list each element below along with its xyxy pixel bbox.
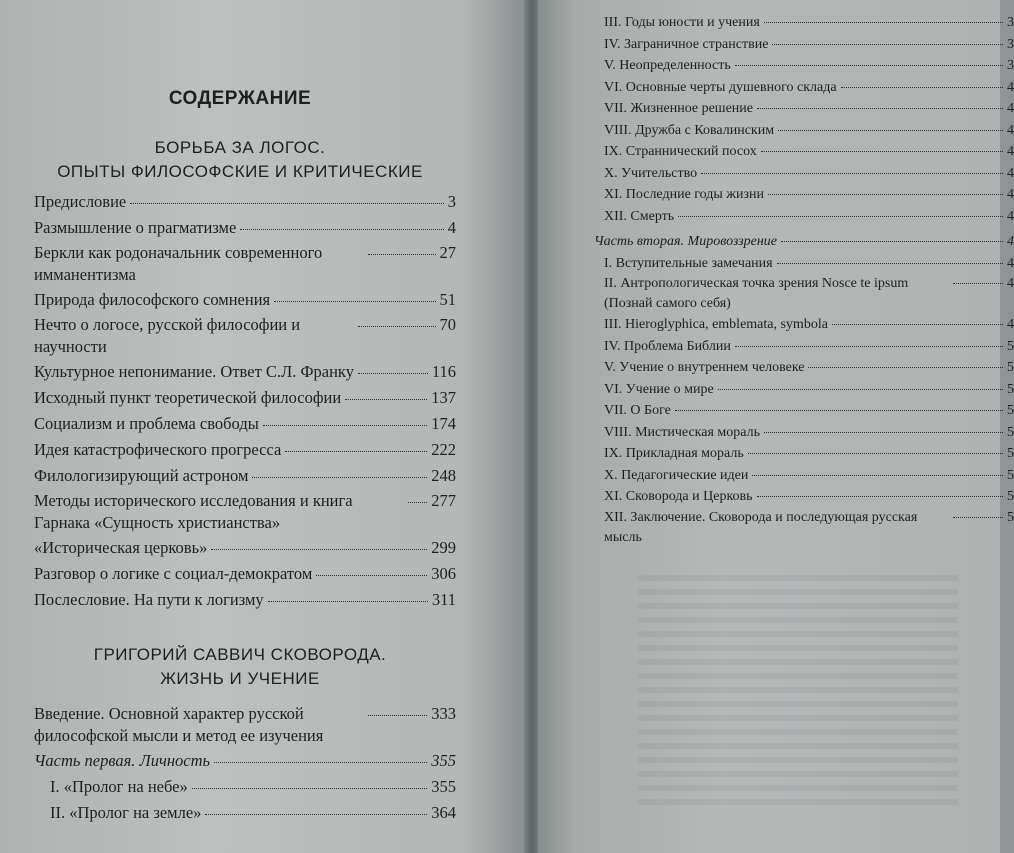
- leader-dots: [757, 108, 1003, 109]
- section-title-skovoroda: [0, 643, 480, 691]
- toc-entry-title: XI. Последние годы жизни: [604, 187, 764, 202]
- toc-entry-page: 5: [1007, 424, 1014, 440]
- toc-entry-title: VII. О Боге: [604, 403, 671, 418]
- toc-entry-title: I. Вступительные замечания: [604, 255, 773, 271]
- toc-entry[interactable]: [594, 465, 1014, 487]
- toc-entry-title: Часть первая. Личность: [34, 751, 211, 770]
- toc-entry-title: III. Hieroglyphica, emblemata, symbola: [604, 317, 828, 332]
- section-title-struggle-for-logos: [0, 136, 480, 184]
- toc-entry[interactable]: [594, 443, 1014, 465]
- toc-entry[interactable]: [594, 184, 1014, 206]
- leader-dots: [718, 389, 1003, 390]
- toc-part-header[interactable]: [594, 231, 1014, 253]
- toc-entry-title: VI. Основные черты душевного склада: [604, 79, 837, 95]
- toc-entry[interactable]: [34, 314, 456, 358]
- toc-entry[interactable]: [34, 801, 456, 825]
- toc-entry-page: 311: [431, 590, 456, 609]
- toc-entry-title: II. «Пролог на земле»: [50, 803, 202, 822]
- toc-entry[interactable]: [594, 163, 1014, 185]
- toc-entry-page: 5: [1007, 360, 1014, 375]
- toc-entry[interactable]: [34, 588, 456, 612]
- toc-entry[interactable]: [594, 55, 1014, 77]
- section-title-line: БОРЬБА ЗА ЛОГОС.: [154, 138, 326, 157]
- leader-dots: [832, 324, 1003, 325]
- toc-entry-title: XII. Заключение. Сковорода и последующая русская мысль: [604, 509, 918, 545]
- leader-dots: [752, 475, 1003, 476]
- toc-entry[interactable]: [34, 775, 456, 799]
- leader-dots: [358, 373, 428, 374]
- leader-dots: [368, 715, 427, 716]
- toc-entry-page: 4: [1007, 317, 1014, 332]
- leader-dots: [678, 216, 1003, 217]
- leader-dots: [252, 477, 427, 478]
- leader-dots: [211, 549, 427, 550]
- toc-entry-title: Филологизирующий астроном: [34, 466, 249, 485]
- toc-entry-title: «Историческая церковь»: [34, 538, 208, 557]
- leader-dots: [761, 151, 1003, 152]
- leader-dots: [778, 130, 1003, 131]
- toc-entry[interactable]: [594, 508, 1014, 548]
- toc-entry[interactable]: [594, 357, 1014, 379]
- toc-entry[interactable]: [594, 141, 1014, 163]
- toc-entry[interactable]: [34, 288, 456, 312]
- toc-entry-page: 355: [431, 777, 456, 796]
- toc-entry-title: VIII. Дружба с Ковалинским: [604, 122, 775, 138]
- leader-dots: [841, 87, 1003, 88]
- leader-dots: [274, 301, 435, 302]
- toc-entry-page: 364: [431, 803, 456, 822]
- toc-entry-title: Предисловие: [34, 192, 127, 211]
- toc-entry[interactable]: [34, 703, 456, 747]
- toc-entry-title: X. Педагогические идеи: [604, 467, 749, 483]
- toc-entry-page: 3: [447, 192, 456, 211]
- toc-entry-title: V. Неопределенность: [604, 58, 731, 73]
- toc-entry-page: 4: [1007, 208, 1014, 224]
- leader-dots: [358, 326, 436, 327]
- toc-entry-title: Исходный пункт теоретической философии: [34, 388, 342, 407]
- toc-entry-page: 222: [431, 440, 456, 459]
- toc-entry-title: IV. Заграничное странствие: [604, 36, 769, 52]
- toc-entry-title: Введение. Основной характер русской философской мысли и метод ее изучения: [34, 704, 324, 745]
- toc-entry[interactable]: [34, 464, 456, 488]
- toc-entry-page: 4: [447, 218, 456, 237]
- toc-entry[interactable]: [594, 77, 1014, 99]
- toc-entry-title: Природа философского сомнения: [34, 290, 271, 309]
- toc-entry[interactable]: [34, 438, 456, 462]
- leader-dots: [808, 367, 1003, 368]
- toc-entry-title: VIII. Мистическая мораль: [604, 424, 760, 440]
- toc-entry-title: Часть вторая. Мировоззрение: [594, 234, 778, 249]
- leader-dots: [130, 203, 444, 204]
- toc-entry-page: 4: [1007, 276, 1014, 291]
- leader-dots: [781, 241, 1003, 242]
- toc-entry-page: 3: [1007, 36, 1014, 52]
- right-page: [538, 0, 1014, 853]
- toc-entry-page: 3: [1007, 58, 1014, 73]
- leader-dots: [764, 22, 1003, 23]
- toc-entry-page: 5: [1007, 403, 1014, 418]
- toc-entry-page: 4: [1007, 234, 1014, 249]
- toc-entry-title: Социализм и проблема свободы: [34, 414, 259, 433]
- leader-dots: [285, 451, 427, 452]
- leader-dots: [701, 173, 1003, 174]
- toc-entry-page: 5: [1007, 381, 1014, 397]
- leader-dots: [748, 453, 1003, 454]
- toc-entry-title: Разговор о логике с социал-демократом: [34, 564, 313, 583]
- toc-entry[interactable]: [594, 98, 1014, 120]
- toc-entry-page: 333: [431, 704, 456, 723]
- toc-entry-title: VII. Жизненное решение: [604, 101, 753, 116]
- toc-entry-page: 277: [431, 491, 456, 510]
- toc-entry-page: 51: [439, 290, 456, 309]
- toc-entry-page: 4: [1007, 101, 1014, 116]
- toc-entry-page: 4: [1007, 79, 1014, 95]
- toc-entry[interactable]: [594, 120, 1014, 142]
- toc-entry[interactable]: [34, 562, 456, 586]
- leader-dots: [772, 44, 1003, 45]
- leader-dots: [735, 346, 1003, 347]
- toc-entry-page: 306: [431, 564, 456, 583]
- toc-entry-page: 5: [1007, 467, 1014, 483]
- toc-entry-title: I. «Пролог на небе»: [50, 777, 188, 796]
- toc-entry-page: 116: [431, 362, 456, 381]
- toc-entry-title: Идея катастрофического прогресса: [34, 440, 282, 459]
- toc-entry-page: 299: [431, 538, 456, 557]
- leader-dots: [205, 814, 427, 815]
- leader-dots: [316, 575, 427, 576]
- toc-entry-title: Нечто о логосе, русской философии и научности: [34, 315, 301, 356]
- toc-entry-title: III. Годы юности и учения: [604, 15, 760, 30]
- toc-entry-title: Методы исторического исследования и книга Гарнака «Сущность христианства»: [34, 491, 353, 532]
- toc-entry-title: IV. Проблема Библии: [604, 338, 731, 354]
- toc-entry-title: IX. Прикладная мораль: [604, 446, 744, 461]
- leader-dots: [345, 399, 427, 400]
- toc-entry[interactable]: [594, 314, 1014, 336]
- toc-entry-title: II. Антропологическая точка зрения Nosce te ipsum (Познай самого себя): [604, 276, 909, 311]
- toc-entry[interactable]: [34, 190, 456, 214]
- leader-dots: [764, 432, 1003, 433]
- toc-entry-page: 248: [431, 466, 456, 485]
- toc-part2-list: [34, 703, 456, 827]
- toc-entry-page: 5: [1007, 338, 1014, 354]
- toc-entry-title: Беркли как родоначальник современного имманентизма: [34, 243, 323, 284]
- leader-dots: [263, 425, 427, 426]
- leader-dots: [268, 601, 428, 602]
- toc-entry-page: 27: [439, 243, 456, 262]
- toc-entry[interactable]: [594, 206, 1014, 228]
- toc-entry[interactable]: [594, 422, 1014, 444]
- leader-dots: [768, 194, 1003, 195]
- toc-part1-list: [34, 190, 456, 614]
- toc-entry-page: 4: [1007, 255, 1014, 271]
- section-title-line: ОПЫТЫ ФИЛОСОФСКИЕ И КРИТИЧЕСКИЕ: [57, 162, 423, 181]
- leader-dots: [757, 496, 1003, 497]
- toc-entry-title: Послесловие. На пути к логизму: [34, 590, 264, 609]
- toc-entry-page: 5: [1007, 489, 1014, 504]
- toc-entry-page: 70: [439, 315, 456, 334]
- toc-entry[interactable]: [594, 12, 1014, 34]
- toc-entry[interactable]: [34, 490, 456, 534]
- toc-entry-title: XI. Сковорода и Церковь: [604, 489, 753, 504]
- toc-entry-page: 137: [431, 388, 456, 407]
- toc-entry-title: V. Учение о внутреннем человеке: [604, 360, 805, 375]
- toc-entry-page: 4: [1007, 144, 1014, 159]
- toc-entry-title: Культурное непонимание. Ответ С.Л. Франку: [34, 362, 354, 381]
- toc-entry[interactable]: [34, 386, 456, 410]
- leader-dots: [735, 65, 1003, 66]
- toc-entry[interactable]: [594, 253, 1014, 275]
- toc-entry[interactable]: [594, 274, 1014, 314]
- toc-entry-page: 4: [1007, 187, 1014, 202]
- toc-entry[interactable]: [34, 360, 456, 384]
- toc-entry[interactable]: [34, 412, 456, 436]
- toc-entry[interactable]: [34, 536, 456, 560]
- show-through-print: [638, 575, 958, 805]
- toc-entry-title: XII. Смерть: [604, 208, 675, 224]
- leader-dots: [675, 410, 1003, 411]
- toc-entry-page: 4: [1007, 122, 1014, 138]
- toc-entry-title: Размышление о прагматизме: [34, 218, 237, 237]
- toc-entry[interactable]: [594, 336, 1014, 358]
- leader-dots: [214, 762, 427, 763]
- section-title-line: ЖИЗНЬ И УЧЕНИЕ: [160, 669, 320, 688]
- toc-personality-list: [594, 12, 1014, 548]
- toc-entry-title: X. Учительство: [604, 165, 698, 181]
- toc-entry[interactable]: [594, 34, 1014, 56]
- leader-dots: [408, 502, 427, 503]
- leader-dots: [953, 283, 1003, 284]
- leader-dots: [240, 229, 443, 230]
- page-title: СОДЕРЖАНИЕ: [168, 88, 312, 109]
- leader-dots: [953, 517, 1003, 518]
- toc-entry-page: 3: [1007, 15, 1014, 30]
- leader-dots: [192, 788, 427, 789]
- section-title-line: ГРИГОРИЙ САВВИЧ СКОВОРОДА.: [93, 645, 387, 664]
- toc-entry[interactable]: [594, 486, 1014, 508]
- toc-entry[interactable]: [34, 216, 456, 240]
- toc-entry-title: IX. Страннический посох: [604, 144, 757, 159]
- toc-entry[interactable]: [594, 379, 1014, 401]
- toc-entry[interactable]: [594, 400, 1014, 422]
- leader-dots: [368, 254, 436, 255]
- toc-entry-page: 5: [1007, 509, 1014, 525]
- toc-entry-page: 174: [431, 414, 456, 433]
- toc-entry-page: 5: [1007, 446, 1014, 461]
- toc-entry-page: 355: [431, 751, 456, 770]
- leader-dots: [777, 263, 1003, 264]
- toc-entry[interactable]: [34, 242, 456, 286]
- toc-entry-page: 4: [1007, 165, 1014, 181]
- toc-entry-title: VI. Учение о мире: [604, 381, 714, 397]
- toc-entry[interactable]: [34, 749, 456, 773]
